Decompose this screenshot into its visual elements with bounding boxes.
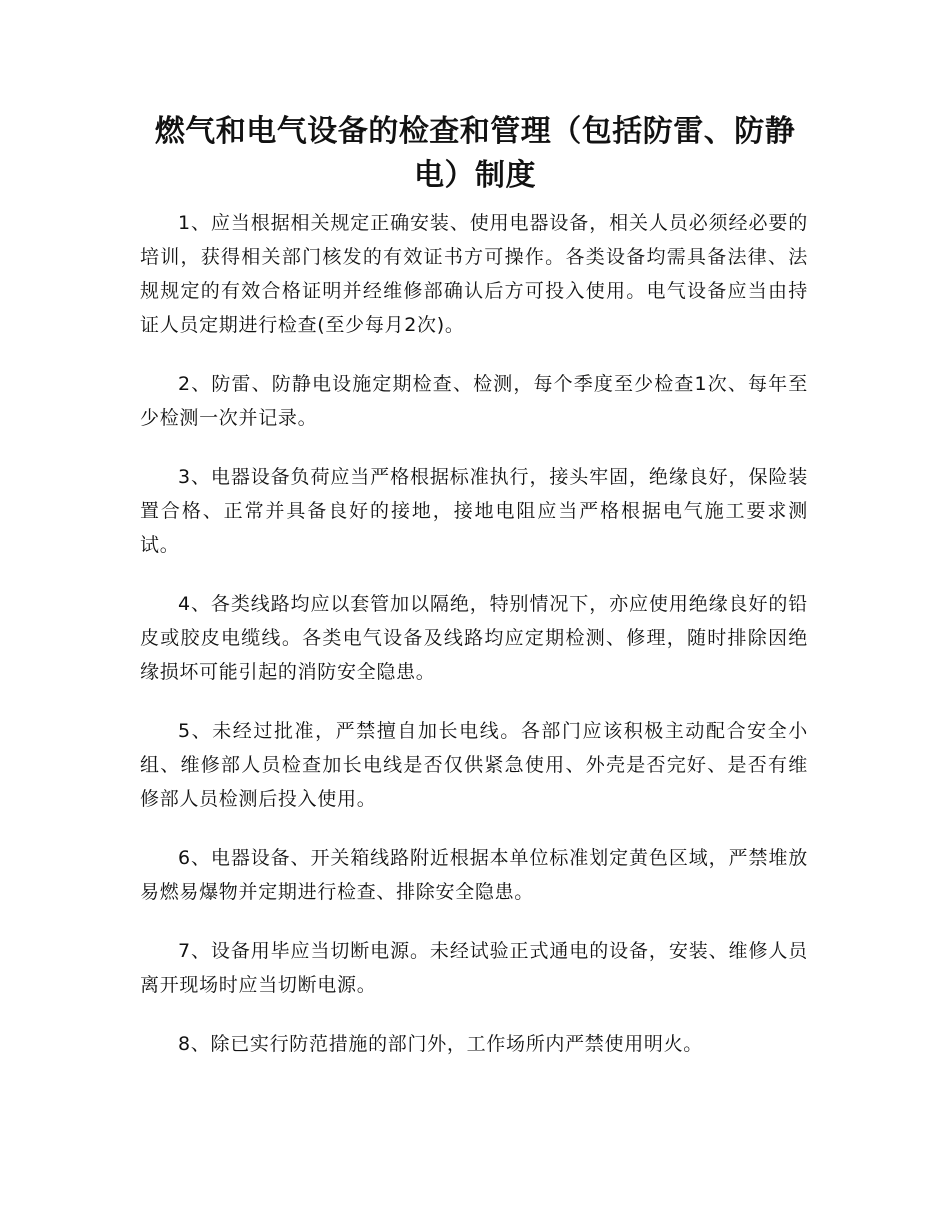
document-body [140,206,808,1086]
paragraph-6: 6、电器设备、开关箱线路附近根据本单位标准划定黄色区域，严禁堆放易燃易爆物并定期进行检查、排除安全隐患。 [140,847,808,903]
document-title: 燃气和电气设备的检查和管理（包括防雷、防静电）制度 [154,114,796,193]
paragraph-1: 1、应当根据相关规定正确安装、使用电器设备，相关人员必须经必要的培训，获得相关部门核发的有效证书方可操作。各类设备均需具备法律、法规规定的有效合格证明并经维修部确认后方可投入使用。电气设备应当由持证人员定期进行检查(至少每月2次)。 [140,212,808,336]
paragraph-7: 7、设备用毕应当切断电源。未经试验正式通电的设备，安装、维修人员离开现场时应当切断电源。 [140,940,808,996]
paragraph-5: 5、未经过批准，严禁擅自加长电线。各部门应该积极主动配合安全小组、维修部人员检查加长电线是否仅供紧急使用、外壳是否完好、是否有维修部人员检测后投入使用。 [140,720,808,810]
paragraph-3: 3、电器设备负荷应当严格根据标准执行，接头牢固，绝缘良好，保险装置合格、正常并具备良好的接地，接地电阻应当严格根据电气施工要求测试。 [140,466,808,556]
paragraph-8: 8、除已实行防范措施的部门外，工作场所内严禁使用明火。 [178,1033,703,1055]
paragraph-2: 2、防雷、防静电设施定期检查、检测，每个季度至少检查1次、每年至少检测一次并记录。 [140,373,808,429]
paragraph-4: 4、各类线路均应以套管加以隔绝，特别情况下，亦应使用绝缘良好的铅皮或胶皮电缆线。各类电气设备及线路均应定期检测、修理，随时排除因绝缘损坏可能引起的消防安全隐患。 [140,593,808,683]
